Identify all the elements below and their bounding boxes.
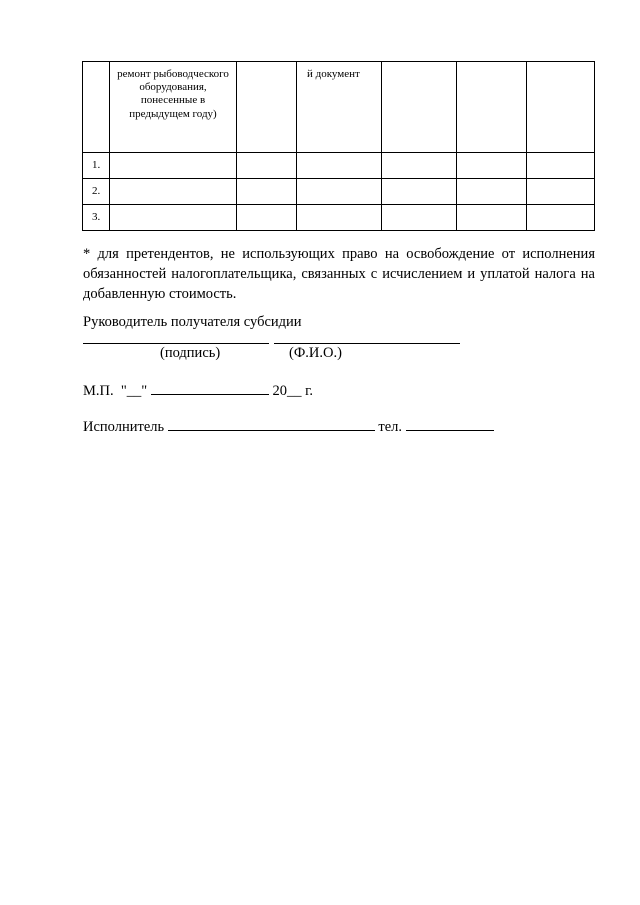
row-number: 2.	[83, 179, 110, 205]
header-cell-6	[457, 62, 527, 153]
signature-title: Руководитель получателя субсидии	[83, 314, 302, 330]
table-cell	[297, 153, 382, 179]
footnote-text: * для претендентов, не использующих право на освобождение от исполнения обязанностей налогоплательщика, связанных с исчислением и уплатой налога на добавленную стоимость.	[83, 246, 595, 302]
row-number: 1.	[83, 153, 110, 179]
table-cell	[457, 153, 527, 179]
header-cell-5	[382, 62, 457, 153]
table-cell	[457, 205, 527, 231]
phone-label: тел.	[378, 419, 402, 435]
header-cell-repair-costs: ремонт рыбоводческого оборудования, понесенные в предыдущем году)	[110, 62, 237, 153]
table-cell	[382, 153, 457, 179]
table-cell	[382, 205, 457, 231]
executor-name-blank[interactable]	[168, 419, 375, 431]
table-cell	[457, 179, 527, 205]
table-cell	[527, 205, 595, 231]
date-day: "__"	[120, 383, 148, 399]
table-cell	[237, 153, 297, 179]
date-year: 20__	[272, 383, 302, 399]
header-cell-7	[527, 62, 595, 153]
table-row	[83, 179, 595, 205]
table-header-row	[83, 62, 595, 153]
phone-blank[interactable]	[406, 419, 494, 431]
subsidy-table	[82, 61, 595, 231]
header-cell-3	[237, 62, 297, 153]
year-suffix: г.	[305, 383, 314, 399]
table-row	[83, 205, 595, 231]
table-cell	[110, 205, 237, 231]
table-cell	[237, 205, 297, 231]
table-cell	[110, 179, 237, 205]
table-cell	[297, 179, 382, 205]
table-cell	[297, 205, 382, 231]
executor-label: Исполнитель	[83, 419, 165, 435]
table-cell	[237, 179, 297, 205]
table-cell	[527, 153, 595, 179]
stamp-label: М.П.	[83, 383, 114, 399]
name-hint: (Ф.И.О.)	[289, 345, 342, 361]
header-cell-number	[83, 62, 110, 153]
table-row	[83, 153, 595, 179]
table-cell	[527, 179, 595, 205]
date-month-blank[interactable]	[151, 383, 269, 395]
signature-line[interactable]	[83, 343, 269, 344]
signature-hint: (подпись)	[160, 345, 221, 361]
stamp-date-line	[83, 383, 313, 400]
row-number: 3.	[83, 205, 110, 231]
header-cell-document: й документ	[297, 62, 382, 153]
name-line[interactable]	[274, 343, 460, 344]
executor-line	[83, 419, 494, 436]
table-cell	[110, 153, 237, 179]
table-cell	[382, 179, 457, 205]
